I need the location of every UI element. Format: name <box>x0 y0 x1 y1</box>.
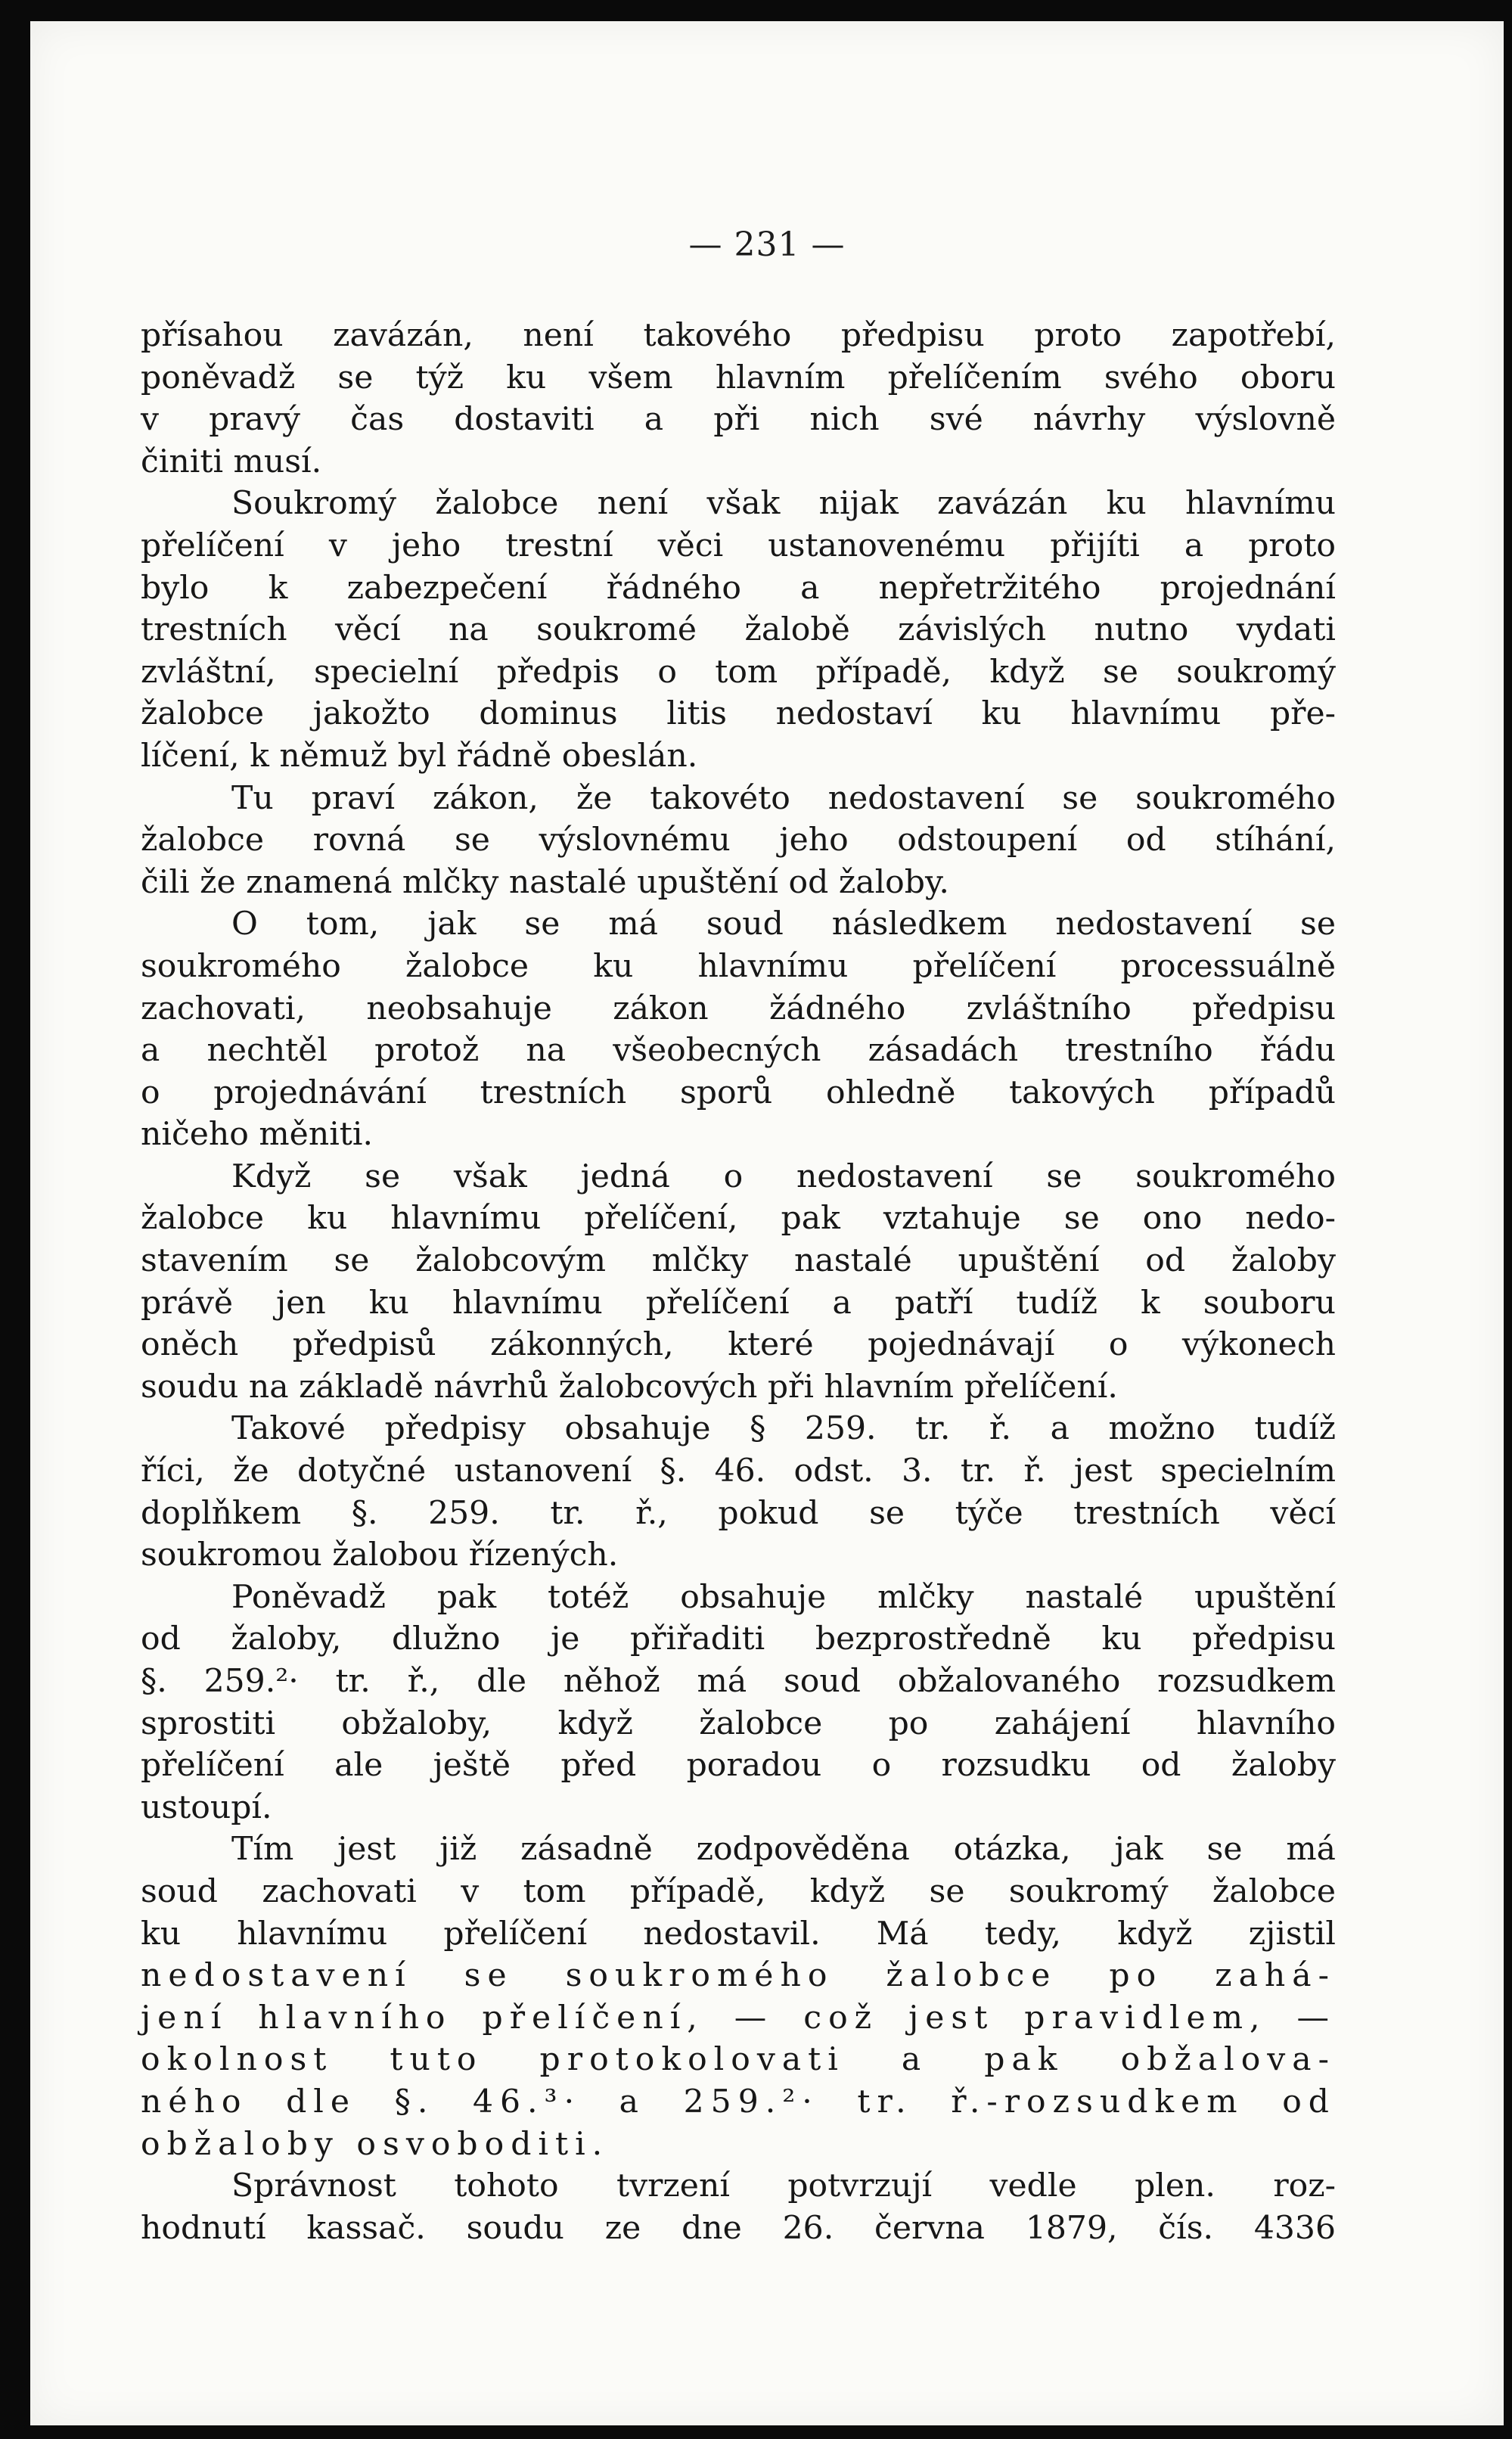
text-line: ustoupí. <box>141 1788 272 1826</box>
text-line: ku hlavnímu přelíčení nedostavil. Má tedy, když zjistil <box>141 1915 1336 1953</box>
text-line: žalobce rovná se výslovnému jeho odstoupení od stíhání, <box>141 822 1336 859</box>
text-line: Soukromý žalobce není však nijak zavázán ku hlavnímu <box>231 485 1336 523</box>
text-line: Správnost tohoto tvrzení potvrzují vedle plen. roz- <box>231 2167 1336 2205</box>
text-line: §. 259.²· tr. ř., dle něhož má soud obžalovaného rozsudkem <box>141 1663 1336 1700</box>
text-line: zachovati, neobsahuje zákon žádného zvláštního předpisu <box>141 990 1336 1027</box>
text-line: sprostiti obžaloby, když žalobce po zahájení hlavního <box>141 1704 1336 1742</box>
text-line-spaced: jení hlavního přelíčení, — což jest pravidlem, — <box>141 1999 1336 2037</box>
text-line: líčení, k němuž byl řádně obeslán. <box>141 737 698 775</box>
text-line: trestních věcí na soukromé žalobě závislých nutno vydati <box>141 611 1336 649</box>
text-line: od žaloby, dlužno je přiřaditi bezprostředně ku předpisu <box>141 1620 1336 1658</box>
text-line: ničeho měniti. <box>141 1116 373 1154</box>
text-line: hodnutí kassač. soudu ze dne 26. června 1879, čís. 4336 <box>141 2209 1336 2247</box>
text-line: v pravý čas dostaviti a při nich své návrhy výslovně <box>141 401 1336 439</box>
text-line: poněvadž se týž ku všem hlavním přelíčením svého oboru <box>141 359 1336 396</box>
text-line-spaced: obžaloby osvoboditi. <box>141 2125 610 2163</box>
text-line-spaced: nedostavení se soukromého žalobce po zahá- <box>141 1957 1336 1995</box>
text-line: doplňkem §. 259. tr. ř., pokud se týče trestních věcí <box>141 1494 1336 1532</box>
text-line: čili že znamená mlčky nastalé upuštění od žaloby. <box>141 863 949 901</box>
text-line: říci, že dotyčné ustanovení §. 46. odst. 3. tr. ř. jest specielním <box>141 1453 1336 1490</box>
body-text <box>141 315 1336 2249</box>
text-line: přelíčení ale ještě před poradou o rozsudku od žaloby <box>141 1747 1336 1785</box>
text-line: právě jen ku hlavnímu přelíčení a patří tudíž k souboru <box>141 1284 1336 1322</box>
page-number-header: — 231 — <box>688 225 846 264</box>
text-line: a nechtěl protož na všeobecných zásadách trestního řádu <box>141 1032 1336 1070</box>
scanned-page <box>30 21 1504 2425</box>
text-line: soukromého žalobce ku hlavnímu přelíčení processuálně <box>141 947 1336 985</box>
text-line: bylo k zabezpečení řádného a nepřetržitého projednání <box>141 569 1336 607</box>
text-line: O tom, jak se má soud následkem nedostavení se <box>231 906 1336 943</box>
text-line: žalobce jakožto dominus litis nedostaví ku hlavnímu pře- <box>141 695 1336 733</box>
text-line: stavením se žalobcovým mlčky nastalé upuštění od žaloby <box>141 1242 1336 1280</box>
text-line: soukromou žalobou řízených. <box>141 1536 619 1574</box>
text-line: Tím jest již zásadně zodpověděna otázka, jak se má <box>231 1831 1336 1869</box>
text-line-spaced: ného dle §. 46.³· a 259.²· tr. ř.-rozsudkem od <box>141 2083 1336 2121</box>
text-line: činiti musí. <box>141 443 322 480</box>
text-line-spaced: okolnost tuto protokolovati a pak obžalova- <box>141 2041 1336 2079</box>
text-line: Když se však jedná o nedostavení se soukromého <box>231 1157 1336 1195</box>
text-line: Takové předpisy obsahuje § 259. tr. ř. a možno tudíž <box>231 1410 1336 1448</box>
text-line: zvláštní, specielní předpis o tom případě, když se soukromý <box>141 653 1336 691</box>
text-line: o projednávání trestních sporů ohledně takových případů <box>141 1073 1336 1111</box>
text-line: oněch předpisů zákonných, které pojednávají o výkonech <box>141 1326 1336 1364</box>
text-line: Tu praví zákon, že takovéto nedostavení se soukromého <box>231 779 1336 817</box>
text-line: soudu na základě návrhů žalobcových při hlavním přelíčení. <box>141 1368 1118 1406</box>
text-line: Poněvadž pak totéž obsahuje mlčky nastalé upuštění <box>231 1578 1336 1616</box>
text-line: soud zachovati v tom případě, když se soukromý žalobce <box>141 1872 1336 1910</box>
text-line: žalobce ku hlavnímu přelíčení, pak vztahuje se ono nedo- <box>141 1200 1336 1238</box>
text-line: přelíčení v jeho trestní věci ustanovenému přijíti a proto <box>141 527 1336 564</box>
text-line: přísahou zavázán, není takového předpisu proto zapotřebí, <box>141 317 1336 354</box>
